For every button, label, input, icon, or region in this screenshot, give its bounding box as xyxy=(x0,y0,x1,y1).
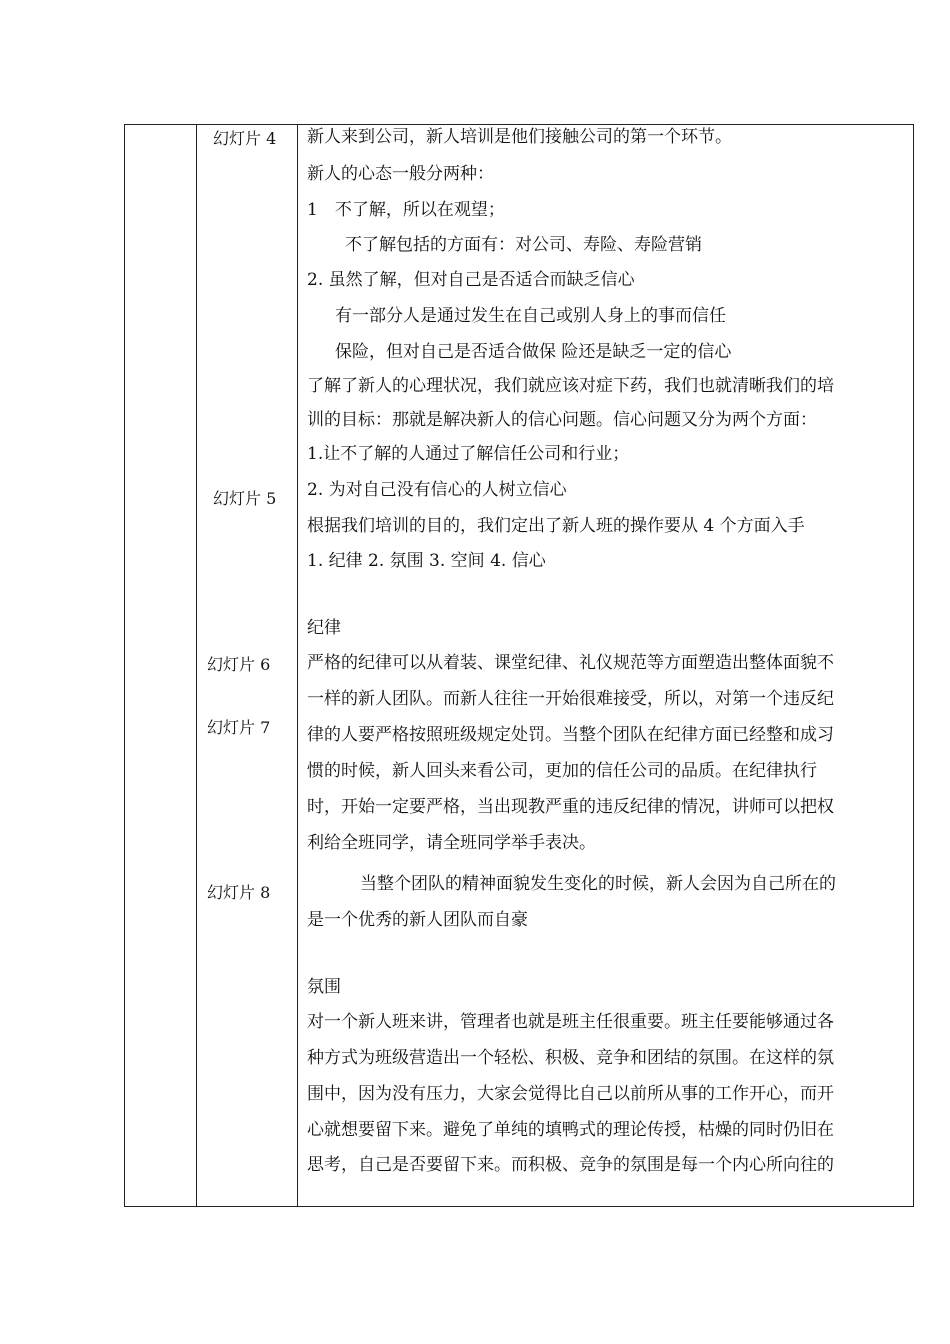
text-line: 对一个新人班来讲，管理者也就是班主任很重要。班主任要能够通过各 xyxy=(307,1012,834,1032)
slide-label-7: 幻灯片 7 xyxy=(207,718,271,737)
text-line: 新人的心态一般分两种： xyxy=(307,164,494,184)
column-divider-1 xyxy=(196,125,197,1206)
text-line: 种方式为班级营造出一个轻松、积极、竞争和团结的氛围。在这样的氛 xyxy=(307,1048,834,1068)
text-line: 2. 为对自己没有信心的人树立信心 xyxy=(307,480,567,500)
text-line: 心就想要留下来。避免了单纯的填鸭式的理论传授，枯燥的同时仍旧在 xyxy=(307,1120,834,1140)
text-line: 新人来到公司，新人培训是他们接触公司的第一个环节。 xyxy=(307,127,732,147)
slide-notes-table xyxy=(124,124,914,1207)
text-line: 时，开始一定要严格，当出现教严重的违反纪律的情况，讲师可以把权 xyxy=(307,797,834,817)
text-line: 律的人要严格按照班级规定处罚。当整个团队在纪律方面已经整和成习 xyxy=(307,725,834,745)
section-heading: 氛围 xyxy=(307,977,341,997)
text-line: 严格的纪律可以从着装、课堂纪律、礼仪规范等方面塑造出整体面貌不 xyxy=(307,653,834,673)
text-line: 保险，但对自己是否适合做保 险还是缺乏一定的信心 xyxy=(335,342,732,362)
text-line: 1. 纪律 2. 氛围 3. 空间 4. 信心 xyxy=(307,551,546,571)
text-line: 1 不了解，所以在观望； xyxy=(307,200,505,220)
text-line: 思考，自己是否要留下来。而积极、竞争的氛围是每一个内心所向往的 xyxy=(307,1155,834,1175)
column-divider-2 xyxy=(297,125,298,1206)
slide-label-4: 幻灯片 4 xyxy=(213,129,277,148)
section-heading: 纪律 xyxy=(307,618,341,638)
text-line: 当整个团队的精神面貌发生变化的时候，新人会因为自己所在的 xyxy=(360,874,836,894)
slide-label-5: 幻灯片 5 xyxy=(213,489,277,508)
text-line: 有一部分人是通过发生在自己或别人身上的事而信任 xyxy=(335,306,726,326)
text-line: 1.让不了解的人通过了解信任公司和行业； xyxy=(307,444,630,464)
text-line: 根据我们培训的目的，我们定出了新人班的操作要从 4 个方面入手 xyxy=(307,516,805,536)
text-line: 了解了新人的心理状况，我们就应该对症下药，我们也就清晰我们的培 xyxy=(307,376,834,396)
slide-label-8: 幻灯片 8 xyxy=(207,883,271,902)
text-line: 利给全班同学，请全班同学举手表决。 xyxy=(307,833,596,853)
text-line: 是一个优秀的新人团队而自豪 xyxy=(307,910,528,930)
text-line: 围中，因为没有压力，大家会觉得比自己以前所从事的工作开心，而开 xyxy=(307,1084,834,1104)
text-line: 一样的新人团队。而新人往往一开始很难接受，所以，对第一个违反纪 xyxy=(307,689,834,709)
text-line: 不了解包括的方面有：对公司、寿险、寿险营销 xyxy=(345,235,702,255)
text-line: 训的目标：那就是解决新人的信心问题。信心问题又分为两个方面： xyxy=(307,410,817,430)
text-line: 2. 虽然了解，但对自己是否适合而缺乏信心 xyxy=(307,270,635,290)
slide-label-6: 幻灯片 6 xyxy=(207,655,271,674)
text-line: 惯的时候，新人回头来看公司，更加的信任公司的品质。在纪律执行 xyxy=(307,761,817,781)
